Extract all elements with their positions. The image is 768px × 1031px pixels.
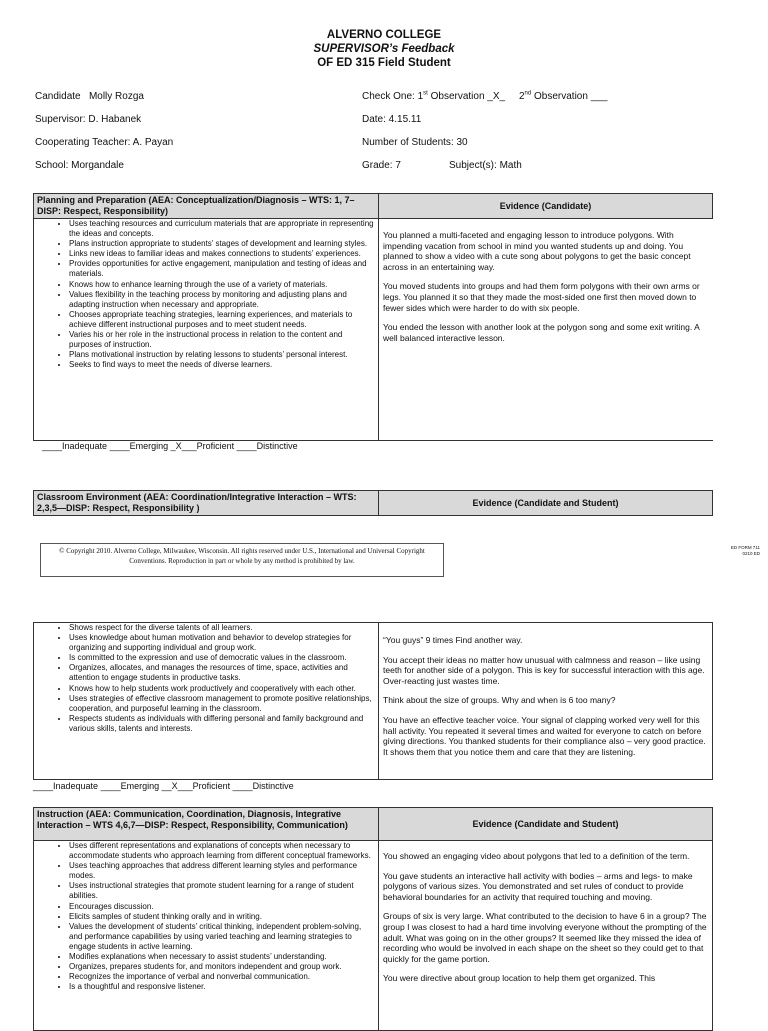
environment-criteria-list — [34, 623, 378, 734]
criterion-item: • Recognizes the importance of verbal and nonverbal communication. — [69, 972, 376, 982]
planning-criteria-list — [34, 219, 378, 370]
criterion-item: • Is a thoughtful and responsive listener. — [69, 982, 376, 992]
instruction-criteria-cell — [34, 841, 379, 1031]
criterion-item: • Knows how to enhance learning through the use of a variety of materials. — [69, 280, 376, 290]
criterion-item: • Is committed to the expression and use of democratic values in the classroom. — [69, 653, 376, 663]
check-label: Check One: 1 — [362, 91, 424, 102]
criterion-item: • Values flexibility in the teaching process by monitoring and adjusting plans and adapting instruction when necessary and appropriate. — [69, 290, 376, 310]
criterion-item: • Uses different representations and explanations of concepts when necessary to accommodate students who approach learning from different conceptual frameworks. — [69, 841, 376, 861]
criterion-item: • Organizes, prepares students for, and monitors independent and group work. — [69, 962, 376, 972]
criterion-item: • Modifies explanations when necessary to assist students’ understanding. — [69, 952, 376, 962]
environment-heading: Classroom Environment (AEA: Coordination/Integrative Interaction – WTS: 2,3,5—DISP: Respect, Responsibility ) — [34, 491, 379, 516]
evidence-paragraph: You ended the lesson with another look at the polygon song and some exit writing. A well balanced interactive lesson. — [383, 322, 700, 343]
criterion-item: • Links new ideas to familiar ideas and makes connections to students’ experiences. — [69, 249, 376, 259]
criterion-item: • Values the development of students’ critical thinking, independent problem-solving, and performance capabilities by using varied teaching and learning strategies to engage students in active learning. — [69, 922, 376, 952]
grade-line: Grade: 7 — [362, 160, 401, 171]
copyright-notice: © Copyright 2010. Alverno College, Milwaukee, Wisconsin. All rights reserved under U.S., International and Universal Copyright Conventions. Reproduction in part or whole by any method is prohibited by law. — [40, 543, 444, 577]
evidence-paragraph: You were directive about group location to help them get organized. This — [383, 973, 656, 984]
instruction-heading: Instruction (AEA: Communication, Coordination, Diagnosis, Integrative Interaction – WTS 4,6,7—DISP: Respect, Responsibility, Communication) — [34, 808, 379, 841]
evidence-paragraph: You moved students into groups and had them form polygons with their own arms or legs. You planned it so that they made the most-sided one first then moved down to fewer sides which were harder to do with six people. — [383, 281, 700, 313]
environment-header-table — [33, 490, 713, 516]
planning-heading: Planning and Preparation (AEA: Conceptualization/Diagnosis – WTS: 1, 7–DISP: Respect, Responsibility) — [34, 194, 379, 219]
planning-evidence — [379, 219, 713, 343]
course-title: OF ED 315 Field Student — [317, 57, 451, 69]
criterion-item: • Varies his or her role in the instructional process in relation to the content and purposes of instruction. — [69, 330, 376, 350]
subject-line: Subject(s): Math — [449, 160, 522, 171]
environment-evidence-cell — [379, 623, 713, 780]
criterion-item: • Provides opportunities for active engagement, manipulation and testing of ideas and materials. — [69, 259, 376, 279]
planning-evidence-cell — [379, 219, 713, 441]
criterion-item: • Uses teaching approaches that address different learning styles and performance modes. — [69, 861, 376, 881]
criterion-item: • Plans motivational instruction by relating lessons to students’ personal interest. — [69, 350, 376, 360]
form-number — [731, 545, 760, 557]
criterion-item: • Uses instructional strategies that promote student learning for a range of student abilities. — [69, 881, 376, 901]
evidence-paragraph: “You guys” 9 times Find another way. — [383, 635, 523, 645]
check-middle: Observation _X_ 2 — [427, 91, 525, 102]
environment-table — [33, 622, 713, 780]
instruction-evidence-heading: Evidence (Candidate and Student) — [379, 808, 713, 841]
criterion-item: • Uses teaching resources and curriculum materials that are appropriate in representing the ideas and concepts. — [69, 219, 376, 239]
ordinal-second: nd — [524, 90, 532, 97]
environment-evidence — [379, 623, 712, 757]
school-line: School: Morgandale — [35, 160, 124, 171]
planning-criteria-cell — [34, 219, 379, 441]
observation-check — [362, 91, 607, 103]
evidence-paragraph: You have an effective teacher voice. Your signal of clapping worked very well for this hall activity. You repeated it several times and waited for everyone to catch on before giving directions. You thanked students for their compliance also – very good practice. It shows them that you notice them and care that they are listening. — [383, 714, 706, 757]
form-code: ED FORM 711 — [730, 545, 760, 550]
planning-rating: ____Inadequate ____Emerging _X___Proficient ____Distinctive — [42, 441, 298, 451]
date-line: Date: 4.15.11 — [362, 114, 422, 125]
candidate-name: Molly Rozga — [88, 91, 144, 102]
evidence-paragraph: You accept their ideas no matter how unusual with calmness and reason – like using teeth for another side of a polygon. This is key for successful interaction with this age. Over-reacting just wastes time. — [383, 654, 705, 686]
instruction-table — [33, 807, 713, 1031]
criterion-item: • Knows how to help students work productively and cooperatively with each other. — [69, 684, 376, 694]
criterion-item: • Respects students as individuals with differing personal and family background and various skills, talents and interests. — [69, 714, 376, 734]
criterion-item: • Encourages discussion. — [69, 902, 376, 912]
instruction-evidence-cell — [379, 841, 713, 1031]
environment-criteria-cell — [34, 623, 379, 780]
feedback-title: SUPERVISOR’s Feedback — [313, 43, 455, 55]
criterion-item: • Elicits samples of student thinking orally and in writing. — [69, 912, 376, 922]
criterion-item: • Plans instruction appropriate to students’ stages of development and learning styles. — [69, 239, 376, 249]
criterion-item: • Chooses appropriate teaching strategies, learning experiences, and materials to achieve different instructional purposes and to meet student needs. — [69, 310, 376, 330]
criterion-item: • Uses knowledge about human motivation and behavior to develop strategies for organizing and supporting individual and group work. — [69, 633, 376, 653]
check-end: Observation ___ — [531, 91, 608, 102]
environment-evidence-heading: Evidence (Candidate and Student) — [379, 491, 713, 516]
environment-rating: ____Inadequate ____Emerging __X___Proficient ____Distinctive — [33, 781, 294, 791]
criterion-item: • Organizes, allocates, and manages the resources of time, space, activities and attention to engage students in productive tasks. — [69, 663, 376, 683]
candidate-label: Candidate — [35, 91, 81, 102]
evidence-paragraph: You showed an engaging video about polygons that led to a definition of the term. — [383, 851, 690, 861]
form-revision: 0210 ED — [742, 551, 760, 556]
criterion-item: • Uses strategies of effective classroom management to promote positive relationships, cooperation, and purposeful learning in the classroom. — [69, 694, 376, 714]
candidate-line — [35, 91, 144, 103]
instruction-evidence — [379, 841, 712, 984]
students-count-line: Number of Students: 30 — [362, 137, 468, 148]
college-name: ALVERNO COLLEGE — [326, 29, 442, 41]
planning-evidence-heading: Evidence (Candidate) — [379, 194, 713, 219]
evidence-paragraph: You planned a multi-faceted and engaging lesson to introduce polygons. With impending vacation from school in mind you wanted students up and doing. You planned to show a video with a cute song about polygons to get the basic concept across in an entertaining way. — [383, 230, 691, 272]
criterion-item: • Seeks to find ways to meet the needs of diverse learners. — [69, 360, 376, 370]
evidence-paragraph: You gave students an interactive hall activity with bodies – arms and legs- to make polygons of various sizes. You demonstrated and set rules of conduct to provide behavioral boundaries for an activity that required touching and moving. — [383, 870, 693, 902]
instruction-criteria-list — [34, 841, 378, 992]
evidence-paragraph: Groups of six is very large. What contributed to the decision to have 6 in a group? The group I was closest to had a hard time involving everyone without the prompting of the adult. What was going on in the other groups? It seemed like they missed the idea of recording who would be involved in each shape on the sheet so they could get to that quickly for the game portion. — [383, 911, 707, 964]
cooperating-teacher-line: Cooperating Teacher: A. Payan — [35, 137, 174, 148]
evidence-paragraph: Think about the size of groups. Why and when is 6 too many? — [383, 695, 616, 706]
criterion-item: • Shows respect for the diverse talents of all learners. — [69, 623, 376, 633]
ordinal-first: st — [423, 90, 428, 97]
supervisor-line: Supervisor: D. Habanek — [35, 114, 142, 125]
planning-table — [33, 193, 713, 441]
